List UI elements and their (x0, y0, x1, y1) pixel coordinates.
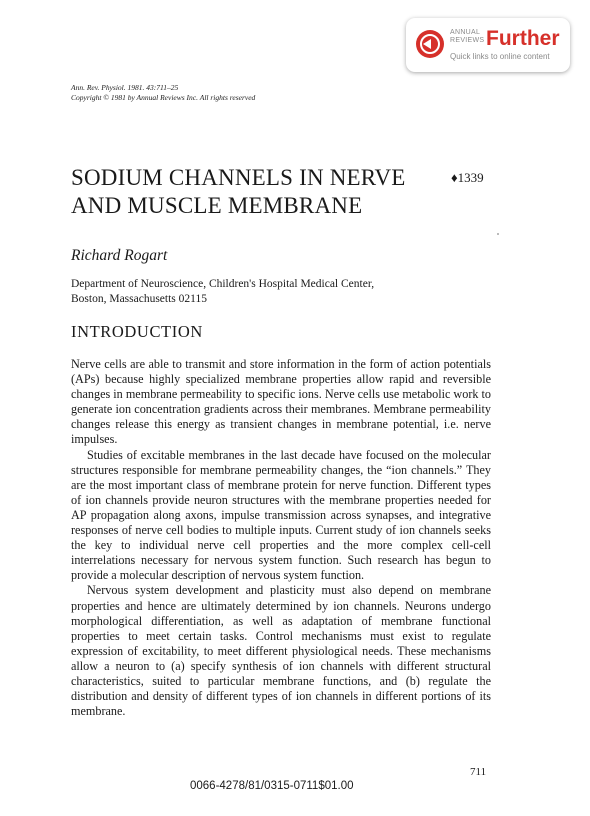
badge-tagline: Quick links to online content (450, 52, 550, 61)
article-code: ♦1339 (451, 170, 484, 185)
badge-annual-label: ANNUAL (450, 29, 481, 36)
footer-code: 0066-4278/81/0315-0711$01.00 (190, 780, 354, 792)
journal-copyright: Copyright © 1981 by Annual Reviews Inc. All rights reserved (71, 93, 256, 102)
title-line-1: SODIUM CHANNELS IN NERVE (71, 165, 406, 190)
section-heading: INTRODUCTION (71, 322, 203, 341)
affiliation (71, 277, 374, 307)
body-text (71, 357, 491, 719)
badge-further-label: Further (486, 27, 560, 50)
paragraph-1: Nerve cells are able to transmit and store information in the form of action potentials (APs) because highly specialized membrane properties allow rapid and reversible changes in membrane permeability to specific ions. Nerve cells use metabolic work to generate ion concentration gradients across their membranes. Membrane permeability changes release this energy as transient changes in membrane potential, i.e. nerve impulses. (71, 357, 491, 447)
paragraph-3: Nervous system development and plasticity must also depend on membrane properties and hence are ultimately determined by ion channels. Neurons undergo morphological differentiation, as well as adaptation of membrane functional properties to meet certain tasks. Control mechanisms must exist to regulate expression of excitability, to meet different physiological needs. These mechanisms allow a neuron to (a) specify synthesis of ion channels with different structural characteristics, suited to particular membrane functions, and (b) regulate the distribution and density of different types of ion channels in different portions of its membrane. (71, 583, 491, 719)
page-number: 711 (470, 766, 487, 778)
scan-speck (497, 233, 499, 235)
article-title (71, 164, 406, 220)
author-name: Richard Rogart (71, 247, 168, 264)
title-line-2: AND MUSCLE MEMBRANE (71, 193, 363, 218)
further-badge[interactable] (406, 18, 570, 72)
badge-reviews-label: REVIEWS (450, 37, 485, 44)
paragraph-2: Studies of excitable membranes in the last decade have focused on the molecular structures responsible for membrane permeability changes, the “ion channels.” They are the most important class of membrane protein for nerve function. Different types of ion channels provide neuron structures with the membrane properties needed for AP propagation along axons, impulse transmission across synapses, and integrative responses of nerve cell bodies to multiple inputs. Current study of ion channels seeks the key to individual nerve cell properties and the more complex cell-cell interrelations necessary for nervous system function. Such research has begun to provide a molecular description of nervous system function. (71, 447, 491, 583)
play-back-circle-icon (416, 30, 444, 58)
affiliation-line-1: Department of Neuroscience, Children's Hospital Medical Center, (71, 278, 375, 290)
affiliation-line-2: Boston, Massachusetts 02115 (71, 293, 207, 305)
journal-citation: Ann. Rev. Physiol. 1981. 43:711–25 (71, 83, 179, 92)
journal-header (71, 83, 255, 103)
